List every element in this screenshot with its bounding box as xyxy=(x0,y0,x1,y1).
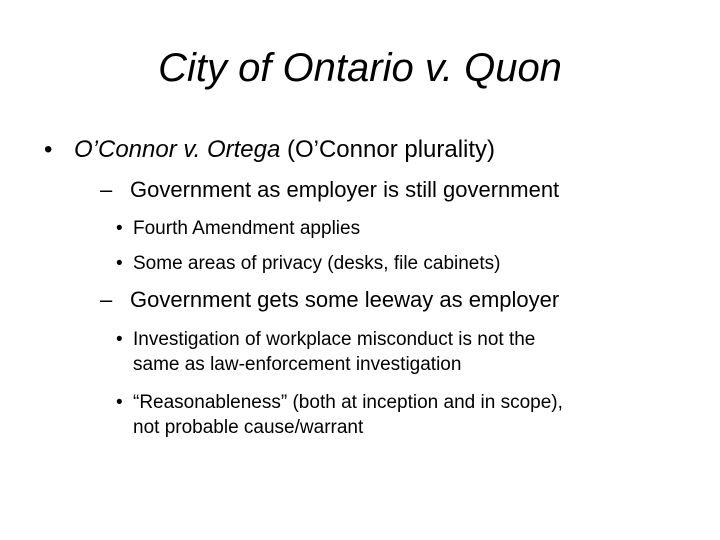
sub-point-text: Government as employer is still government xyxy=(130,177,560,202)
sub-point-leeway xyxy=(100,286,559,314)
detail-item-text: Some areas of privacy (desks, file cabinets) xyxy=(133,253,501,274)
small-bullet-marker: • xyxy=(116,253,123,274)
detail-item-text-line: same as law-enforcement investigation xyxy=(133,354,462,375)
case-name: O’Connor v. Ortega xyxy=(74,136,281,163)
detail-item-text-line: Investigation of workplace misconduct is not the xyxy=(133,329,536,350)
detail-item xyxy=(116,327,696,377)
small-bullet-marker: • xyxy=(116,392,123,413)
dash-marker: – xyxy=(100,287,113,312)
sub-point-text: Government gets some leeway as employer xyxy=(130,287,560,312)
bullet-point-text: (O’Connor plurality) xyxy=(280,136,496,163)
detail-item-text: Fourth Amendment applies xyxy=(133,218,361,239)
detail-item-text-line: “Reasonableness” (both at inception and in scope), xyxy=(133,392,563,413)
small-bullet-marker: • xyxy=(116,218,123,239)
dash-marker: – xyxy=(100,177,113,202)
bullet-marker: • xyxy=(44,136,53,163)
bullet-point-oconnor xyxy=(44,134,495,166)
detail-item-text-line: not probable cause/warrant xyxy=(133,417,364,438)
detail-item xyxy=(116,390,696,440)
detail-item xyxy=(116,251,696,276)
sub-point-government xyxy=(100,176,559,204)
small-bullet-marker: • xyxy=(116,329,123,350)
detail-item xyxy=(116,216,696,241)
slide-title: City of Ontario v. Quon xyxy=(158,46,562,90)
